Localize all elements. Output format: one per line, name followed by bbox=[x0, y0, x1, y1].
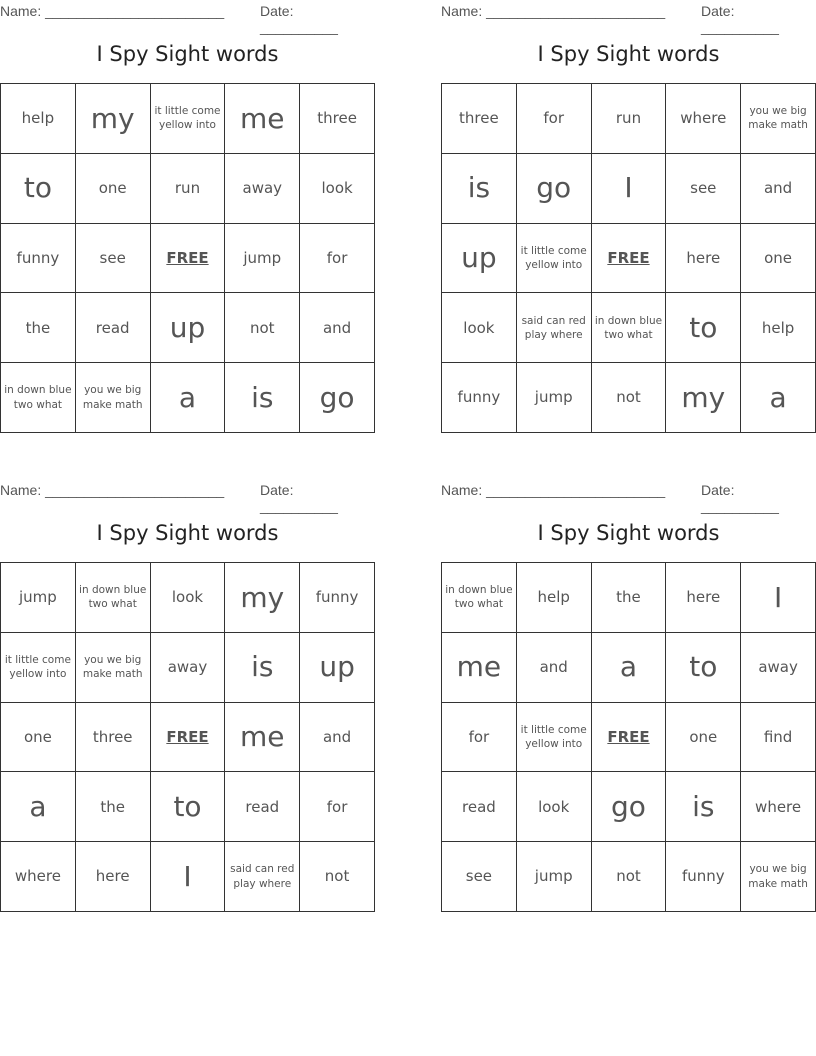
free-space-cell: FREE bbox=[592, 703, 667, 773]
bingo-cell: to bbox=[151, 772, 226, 842]
bingo-cell: look bbox=[300, 154, 375, 224]
bingo-cell: to bbox=[1, 154, 76, 224]
bingo-cell: I bbox=[592, 154, 667, 224]
date-field-label: Date: __________ bbox=[260, 3, 338, 35]
free-space-cell: FREE bbox=[592, 224, 667, 294]
bingo-cell: here bbox=[666, 563, 741, 633]
bingo-cell: for bbox=[300, 224, 375, 294]
name-field-label: Name: _______________________ bbox=[441, 482, 666, 498]
bingo-cell: a bbox=[592, 633, 667, 703]
bingo-cell: help bbox=[741, 293, 816, 363]
bingo-cell: the bbox=[592, 563, 667, 633]
date-field-label: Date: __________ bbox=[701, 482, 779, 514]
bingo-cell: to bbox=[666, 633, 741, 703]
bingo-cell: up bbox=[151, 293, 226, 363]
bingo-cell: is bbox=[225, 363, 300, 433]
card-header bbox=[0, 0, 375, 35]
card-title: I Spy Sight words bbox=[96, 42, 279, 66]
bingo-card bbox=[0, 0, 375, 430]
card-header bbox=[0, 479, 375, 514]
bingo-cell: to bbox=[666, 293, 741, 363]
bingo-cell: away bbox=[151, 633, 226, 703]
bingo-cell: read bbox=[76, 293, 151, 363]
bingo-cell: here bbox=[76, 842, 151, 912]
bingo-cell: go bbox=[517, 154, 592, 224]
bingo-cell: funny bbox=[1, 224, 76, 294]
bingo-cell: in down blue two what bbox=[442, 563, 517, 633]
name-field-label: Name: _______________________ bbox=[0, 482, 225, 498]
bingo-cell: my bbox=[666, 363, 741, 433]
bingo-cell: see bbox=[666, 154, 741, 224]
bingo-cell: help bbox=[1, 84, 76, 154]
bingo-cell: in down blue two what bbox=[1, 363, 76, 433]
bingo-cell: for bbox=[517, 84, 592, 154]
bingo-cell: you we big make math bbox=[76, 363, 151, 433]
bingo-cell: funny bbox=[666, 842, 741, 912]
bingo-cell: not bbox=[300, 842, 375, 912]
bingo-cell: help bbox=[517, 563, 592, 633]
bingo-cell: read bbox=[442, 772, 517, 842]
bingo-cell: not bbox=[225, 293, 300, 363]
bingo-cell: run bbox=[592, 84, 667, 154]
bingo-cell: here bbox=[666, 224, 741, 294]
bingo-cell: my bbox=[76, 84, 151, 154]
bingo-cell: you we big make math bbox=[76, 633, 151, 703]
card-header bbox=[441, 479, 816, 514]
bingo-grid bbox=[0, 562, 375, 912]
bingo-cell: jump bbox=[225, 224, 300, 294]
bingo-cell: funny bbox=[300, 563, 375, 633]
bingo-cell: go bbox=[592, 772, 667, 842]
bingo-cell: is bbox=[225, 633, 300, 703]
bingo-cell: is bbox=[666, 772, 741, 842]
bingo-cell: go bbox=[300, 363, 375, 433]
card-title: I Spy Sight words bbox=[537, 42, 720, 66]
bingo-cell: one bbox=[76, 154, 151, 224]
bingo-cell: it little come yellow into bbox=[1, 633, 76, 703]
bingo-cell: in down blue two what bbox=[592, 293, 667, 363]
bingo-cell: a bbox=[151, 363, 226, 433]
bingo-cell: for bbox=[442, 703, 517, 773]
bingo-cell: one bbox=[741, 224, 816, 294]
bingo-card bbox=[0, 479, 375, 909]
bingo-cell: me bbox=[225, 703, 300, 773]
bingo-cell: see bbox=[76, 224, 151, 294]
date-field-label: Date: __________ bbox=[260, 482, 338, 514]
bingo-cell: read bbox=[225, 772, 300, 842]
bingo-grid bbox=[0, 83, 375, 433]
bingo-cell: one bbox=[666, 703, 741, 773]
bingo-cell: said can red play where bbox=[225, 842, 300, 912]
card-title: I Spy Sight words bbox=[96, 521, 279, 545]
bingo-cell: up bbox=[442, 224, 517, 294]
bingo-cell: funny bbox=[442, 363, 517, 433]
bingo-cell: jump bbox=[1, 563, 76, 633]
bingo-cell: me bbox=[225, 84, 300, 154]
bingo-cell: find bbox=[741, 703, 816, 773]
bingo-cell: is bbox=[442, 154, 517, 224]
name-field-label: Name: _______________________ bbox=[441, 3, 666, 19]
bingo-cell: three bbox=[442, 84, 517, 154]
bingo-cell: the bbox=[76, 772, 151, 842]
bingo-cell: and bbox=[300, 703, 375, 773]
bingo-cell: it little come yellow into bbox=[517, 703, 592, 773]
bingo-cell: run bbox=[151, 154, 226, 224]
bingo-cell: where bbox=[741, 772, 816, 842]
bingo-cell: it little come yellow into bbox=[151, 84, 226, 154]
bingo-cell: one bbox=[1, 703, 76, 773]
bingo-card bbox=[441, 479, 816, 909]
bingo-cell: my bbox=[225, 563, 300, 633]
bingo-cell: look bbox=[442, 293, 517, 363]
bingo-cell: a bbox=[741, 363, 816, 433]
bingo-cell: me bbox=[442, 633, 517, 703]
bingo-cell: jump bbox=[517, 842, 592, 912]
bingo-cell: three bbox=[76, 703, 151, 773]
name-field-label: Name: _______________________ bbox=[0, 3, 225, 19]
bingo-grid bbox=[441, 562, 816, 912]
bingo-cell: you we big make math bbox=[741, 842, 816, 912]
bingo-cell: where bbox=[666, 84, 741, 154]
bingo-cell: three bbox=[300, 84, 375, 154]
card-header bbox=[441, 0, 816, 35]
bingo-cell: it little come yellow into bbox=[517, 224, 592, 294]
bingo-cell: not bbox=[592, 842, 667, 912]
bingo-cell: you we big make math bbox=[741, 84, 816, 154]
bingo-cell: a bbox=[1, 772, 76, 842]
bingo-cell: see bbox=[442, 842, 517, 912]
bingo-cell: and bbox=[300, 293, 375, 363]
card-title: I Spy Sight words bbox=[537, 521, 720, 545]
bingo-card bbox=[441, 0, 816, 430]
free-space-cell: FREE bbox=[151, 703, 226, 773]
bingo-cell: up bbox=[300, 633, 375, 703]
bingo-cell: away bbox=[225, 154, 300, 224]
bingo-cell: in down blue two what bbox=[76, 563, 151, 633]
bingo-cell: said can red play where bbox=[517, 293, 592, 363]
bingo-cell: look bbox=[151, 563, 226, 633]
bingo-cell: away bbox=[741, 633, 816, 703]
bingo-cell: for bbox=[300, 772, 375, 842]
bingo-cell: I bbox=[741, 563, 816, 633]
bingo-cell: not bbox=[592, 363, 667, 433]
bingo-cell: jump bbox=[517, 363, 592, 433]
bingo-cell: where bbox=[1, 842, 76, 912]
date-field-label: Date: __________ bbox=[701, 3, 779, 35]
bingo-cell: I bbox=[151, 842, 226, 912]
bingo-grid bbox=[441, 83, 816, 433]
bingo-cell: look bbox=[517, 772, 592, 842]
free-space-cell: FREE bbox=[151, 224, 226, 294]
bingo-cell: and bbox=[517, 633, 592, 703]
bingo-cell: the bbox=[1, 293, 76, 363]
bingo-cell: and bbox=[741, 154, 816, 224]
